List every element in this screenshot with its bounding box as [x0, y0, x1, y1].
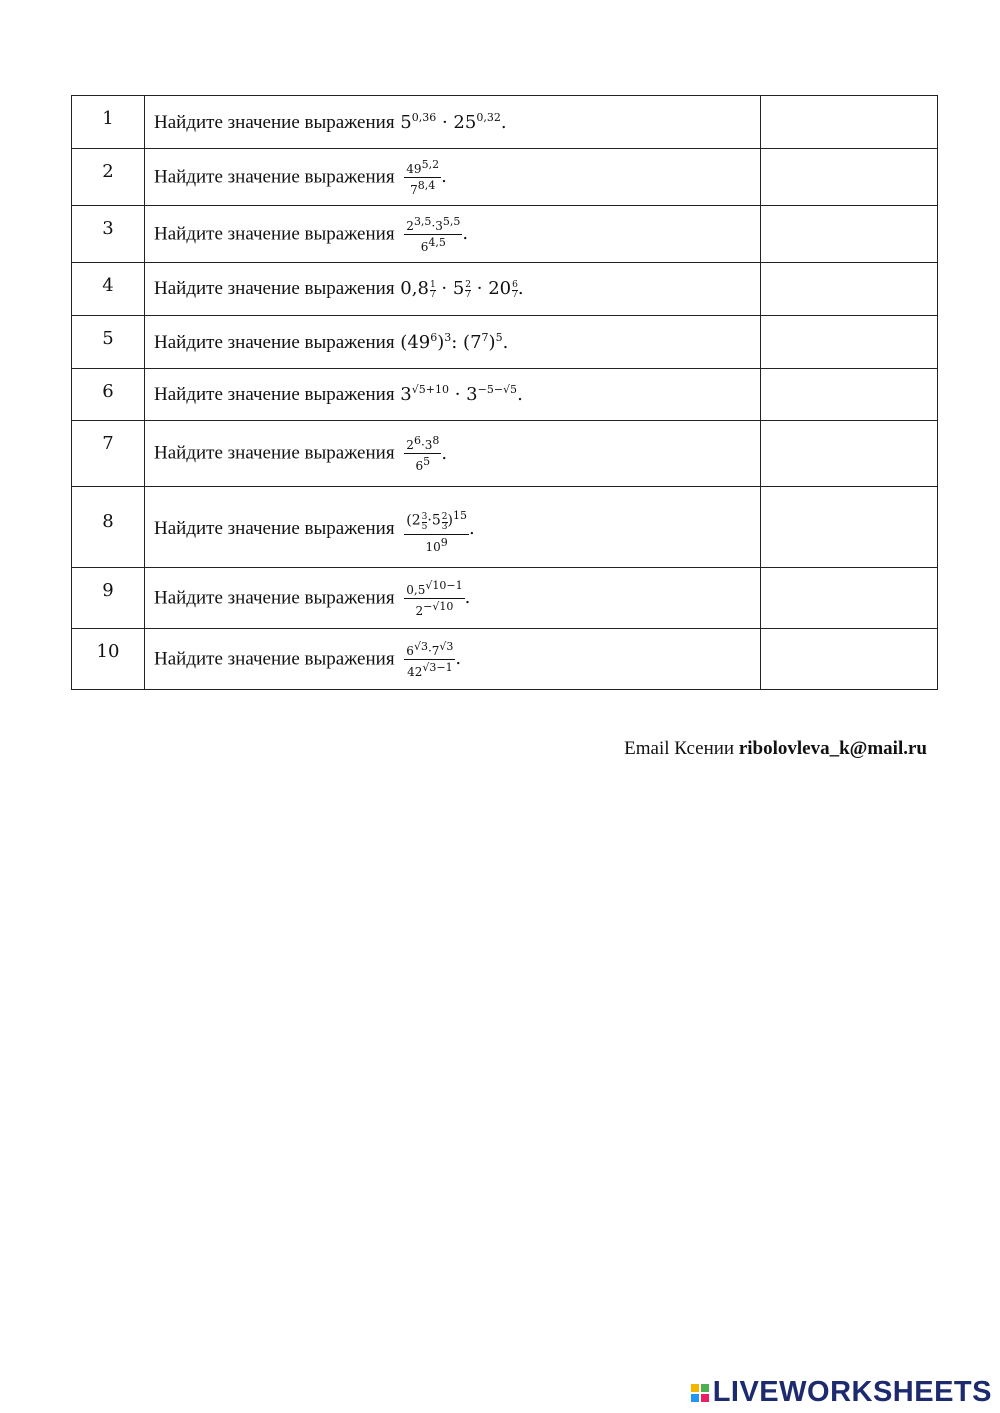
logo-square	[701, 1394, 709, 1402]
task-expression: 0,8 $\frac{1}{7}$ · 5 $\frac{2}{7}$ · 20 $\frac{6}{7}$ .	[400, 278, 524, 300]
answer-cell[interactable]	[761, 96, 938, 149]
task-text: Найдите значение выражения	[154, 166, 395, 187]
task-question	[145, 96, 761, 149]
email-address[interactable]: ribolovleva_k@mail.ru	[738, 738, 927, 759]
task-expression: $\frac{2^6\cdot 3^8}{6^5}$ .	[406, 434, 448, 473]
task-number: 9	[72, 568, 145, 629]
table-row	[72, 263, 938, 316]
table-row	[72, 369, 938, 421]
logo-square	[701, 1384, 709, 1392]
table-row	[72, 149, 938, 206]
brand-name: LIVEWORKSHEETS	[712, 1376, 992, 1408]
task-text: Найдите значение выражения	[154, 518, 395, 540]
task-expression: $\frac{6^{√3}\cdot 7^{√3}}{42^{√3-1}}$ .	[406, 639, 462, 679]
table-row	[72, 629, 938, 690]
task-number: 5	[72, 316, 145, 369]
task-number: 2	[72, 149, 145, 206]
task-expression: $3^{√5+10} \cdot 3^{-5-√5}$.	[400, 383, 523, 405]
task-text: Найдите значение выражения	[154, 442, 395, 464]
task-text: Найдите значение выражения	[154, 223, 395, 244]
table-row	[72, 487, 938, 568]
task-question	[145, 421, 761, 487]
task-number: 10	[72, 629, 145, 690]
answer-cell[interactable]	[761, 149, 938, 206]
task-question	[145, 369, 761, 421]
task-number: 4	[72, 263, 145, 316]
task-number: 1	[72, 96, 145, 149]
logo-square	[691, 1384, 699, 1392]
task-number: 7	[72, 421, 145, 487]
task-expression: $5^{0,36} \cdot 25^{0,32}$.	[400, 110, 507, 133]
task-question	[145, 568, 761, 629]
task-expression: $\frac{2^{3,5}\cdot 3^{5,5}}{6^{4,5}}$ .	[406, 214, 469, 254]
answer-cell[interactable]	[761, 206, 938, 263]
task-expression: $\frac{0,5^{√10-1}}{2^{-√10}}$ .	[406, 578, 471, 618]
task-text: Найдите значение выражения	[154, 331, 395, 353]
answer-cell[interactable]	[761, 316, 938, 369]
liveworksheets-logo-icon	[691, 1384, 709, 1402]
email-label: Email Ксении	[624, 738, 735, 759]
task-question	[145, 206, 761, 263]
answer-cell[interactable]	[761, 629, 938, 690]
task-number: 8	[72, 487, 145, 568]
task-text: Найдите значение выражения	[154, 278, 395, 299]
table-row	[72, 316, 938, 369]
table-row	[72, 96, 938, 149]
logo-square	[691, 1394, 699, 1402]
task-text: Найдите значение выражения	[154, 384, 395, 405]
task-question	[145, 316, 761, 369]
task-question	[145, 149, 761, 206]
table-row	[72, 421, 938, 487]
table-row	[72, 568, 938, 629]
contact-email	[624, 738, 927, 760]
answer-cell[interactable]	[761, 487, 938, 568]
task-expression: $(49^6)^3$: $(7^7)^5$.	[400, 330, 509, 353]
tasks-table	[71, 95, 938, 690]
task-question	[145, 487, 761, 568]
answer-cell[interactable]	[761, 421, 938, 487]
task-text: Найдите значение выражения	[154, 111, 395, 133]
task-expression: $\frac{49^{5,2}}{7^{8,4}}$ .	[406, 157, 447, 197]
task-question	[145, 263, 761, 316]
answer-cell[interactable]	[761, 568, 938, 629]
answer-cell[interactable]	[761, 263, 938, 316]
task-expression: (2 $\frac{3}{5}$ ·5 $\frac{2}{3}$ )$^{15}$ $10^9$ .	[400, 518, 474, 539]
answer-cell[interactable]	[761, 369, 938, 421]
task-text: Найдите значение выражения	[154, 587, 395, 608]
task-number: 3	[72, 206, 145, 263]
table-row	[72, 206, 938, 263]
task-number: 6	[72, 369, 145, 421]
task-text: Найдите значение выражения	[154, 648, 395, 669]
task-question	[145, 629, 761, 690]
liveworksheets-brand	[691, 1376, 992, 1409]
